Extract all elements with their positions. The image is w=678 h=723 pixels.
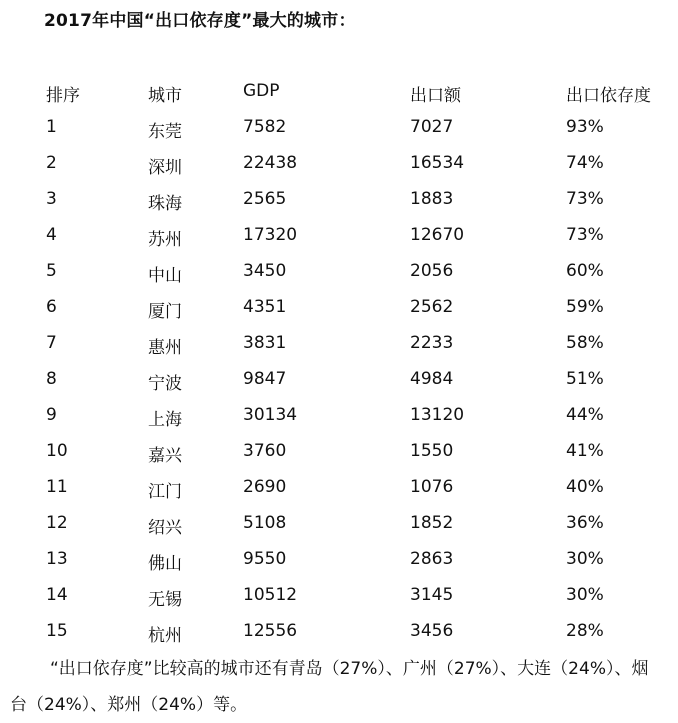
cell-dependency: 60%	[566, 261, 604, 281]
cell-city: 嘉兴	[148, 446, 182, 466]
cell-city: 珠海	[148, 194, 182, 214]
cell-rank: 1	[46, 117, 57, 137]
cell-city: 东莞	[148, 122, 182, 142]
cell-dependency: 28%	[566, 621, 604, 641]
cell-rank: 3	[46, 189, 57, 209]
cell-export: 7027	[410, 117, 454, 137]
cell-dependency: 40%	[566, 477, 604, 497]
cell-rank: 13	[46, 549, 68, 569]
cell-city: 绍兴	[148, 518, 182, 538]
cell-dependency: 44%	[566, 405, 604, 425]
cell-city: 杭州	[148, 626, 182, 646]
cell-export: 2562	[410, 297, 454, 317]
cell-rank: 14	[46, 585, 68, 605]
cell-rank: 5	[46, 261, 57, 281]
cell-city: 中山	[148, 266, 182, 286]
header-dependency: 出口依存度	[566, 86, 651, 106]
cell-city: 苏州	[148, 230, 182, 250]
cell-rank: 12	[46, 513, 68, 533]
cell-export: 3145	[410, 585, 454, 605]
cell-gdp: 2565	[243, 189, 287, 209]
footnote-text: “出口依存度”比较高的城市还有青岛（27%）、广州（27%）、大连（24%）、烟台（24%）、郑州（24%）等。	[10, 659, 649, 715]
cell-dependency: 74%	[566, 153, 604, 173]
cell-gdp: 12556	[243, 621, 298, 641]
cell-city: 佛山	[148, 554, 182, 574]
cell-export: 4984	[410, 369, 454, 389]
header-city: 城市	[148, 86, 182, 106]
cell-gdp: 3760	[243, 441, 287, 461]
cell-gdp: 2690	[243, 477, 287, 497]
cell-export: 12670	[410, 225, 465, 245]
cell-city: 惠州	[148, 338, 182, 358]
cell-dependency: 58%	[566, 333, 604, 353]
cell-export: 2056	[410, 261, 454, 281]
cell-export: 1852	[410, 513, 454, 533]
cell-rank: 8	[46, 369, 57, 389]
cell-export: 16534	[410, 153, 465, 173]
header-gdp: GDP	[243, 81, 280, 101]
page-title: 2017年中国“出口依存度”最大的城市：	[44, 11, 356, 31]
cell-gdp: 17320	[243, 225, 298, 245]
cell-dependency: 59%	[566, 297, 604, 317]
cell-gdp: 4351	[243, 297, 287, 317]
cell-dependency: 93%	[566, 117, 604, 137]
cell-rank: 10	[46, 441, 68, 461]
cell-gdp: 5108	[243, 513, 287, 533]
cell-export: 13120	[410, 405, 465, 425]
header-rank: 排序	[46, 86, 80, 106]
cell-city: 厦门	[148, 302, 182, 322]
cell-export: 2233	[410, 333, 454, 353]
cell-gdp: 30134	[243, 405, 298, 425]
cell-rank: 11	[46, 477, 68, 497]
cell-dependency: 30%	[566, 585, 604, 605]
cell-rank: 15	[46, 621, 68, 641]
cell-city: 无锡	[148, 590, 182, 610]
cell-dependency: 36%	[566, 513, 604, 533]
cell-dependency: 51%	[566, 369, 604, 389]
cell-export: 2863	[410, 549, 454, 569]
cell-rank: 7	[46, 333, 57, 353]
cell-dependency: 30%	[566, 549, 604, 569]
cell-gdp: 9847	[243, 369, 287, 389]
cell-gdp: 10512	[243, 585, 298, 605]
cell-gdp: 3450	[243, 261, 287, 281]
cell-city: 江门	[148, 482, 182, 502]
cell-export: 3456	[410, 621, 454, 641]
cell-dependency: 73%	[566, 225, 604, 245]
cell-gdp: 22438	[243, 153, 298, 173]
header-export: 出口额	[410, 86, 461, 106]
cell-dependency: 73%	[566, 189, 604, 209]
cell-rank: 9	[46, 405, 57, 425]
cell-dependency: 41%	[566, 441, 604, 461]
cell-city: 深圳	[148, 158, 182, 178]
cell-gdp: 7582	[243, 117, 287, 137]
cell-rank: 4	[46, 225, 57, 245]
cell-city: 上海	[148, 410, 182, 430]
cell-gdp: 3831	[243, 333, 287, 353]
cell-rank: 6	[46, 297, 57, 317]
cell-gdp: 9550	[243, 549, 287, 569]
cell-export: 1076	[410, 477, 454, 497]
cell-export: 1550	[410, 441, 454, 461]
cell-export: 1883	[410, 189, 454, 209]
cell-rank: 2	[46, 153, 57, 173]
cell-city: 宁波	[148, 374, 182, 394]
